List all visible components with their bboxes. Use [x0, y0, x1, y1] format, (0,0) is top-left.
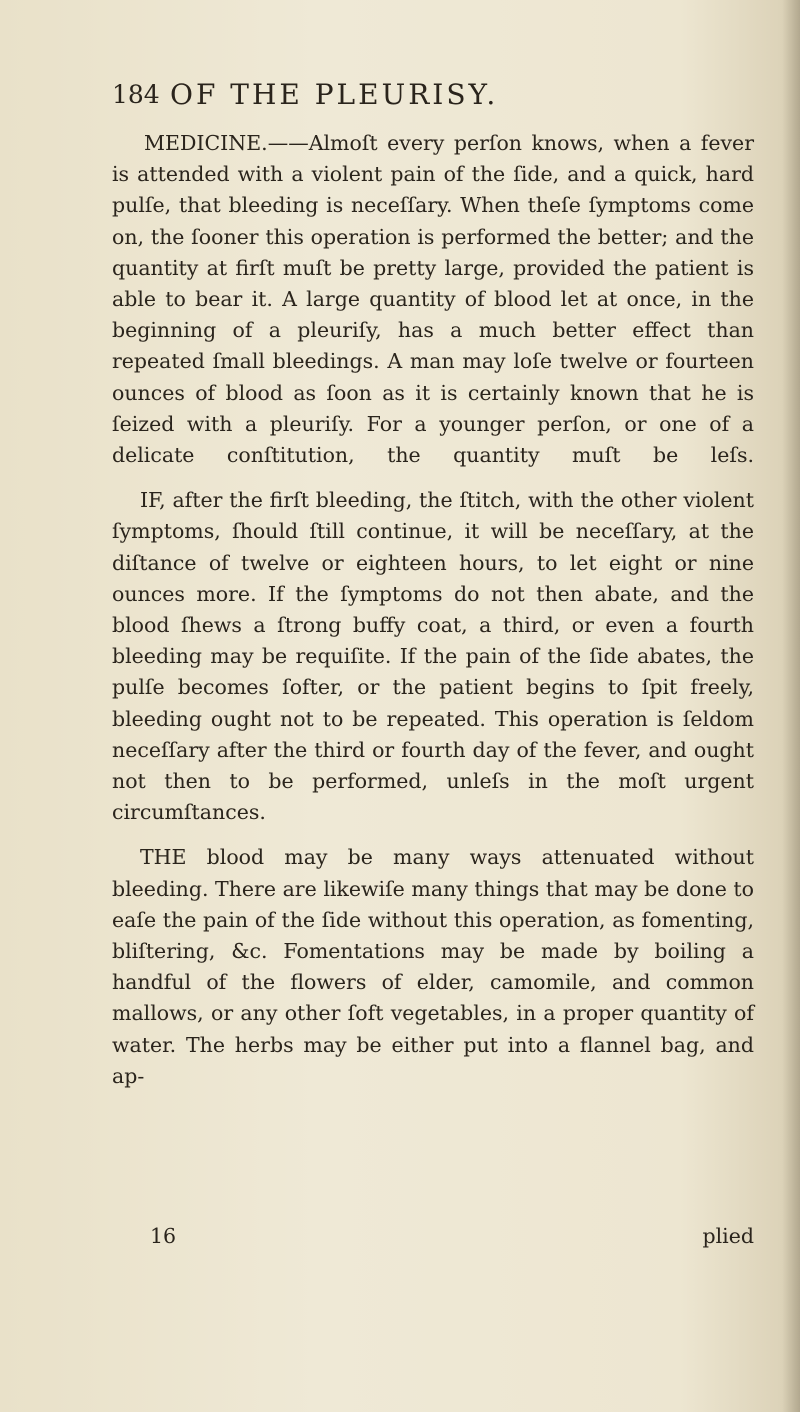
running-title: OF THE PLEURISY.: [170, 78, 499, 111]
catchword: plied: [702, 1224, 754, 1248]
page-footer: [112, 1224, 754, 1258]
page-number: 184: [112, 80, 160, 109]
page-header: [112, 78, 692, 118]
paragraph-attenuation: THE blood may be many ways attenuated without bleeding. There are likewiſe many things that may be done to eaſe the pain of the ſide without this operation, as fomenting, bliſtering, &c. Fomentations may be made by boiling a handful of the flowers of elder, camomile, and common mallows, or any other ſoft vegetables, in a proper quantity of water. The herbs may be either put into a flannel bag, and ap-: [112, 845, 754, 1088]
paragraph-medicine: MEDICINE.——Almoſt every perſon knows, when a fever is attended with a violent pain of the ſide, and a quick, hard pulſe, that bleeding is neceſſary. When theſe ſymptoms come on, the ſooner this operation is performed the better; and the quantity at firſt muſt be pretty large, provided the patient is able to bear it. A large quantity of blood let at once, in the beginning of a pleuriſy, has a much better effect than repeated ſmall bleedings. A man may loſe twelve or fourteen ounces of blood as ſoon as it is certainly known that he is ſeized with a pleuriſy. For a younger perſon, or one of a delicate conſtitution, the quantity muſt be leſs.: [112, 131, 754, 468]
page-edge-shadow: [782, 0, 800, 1412]
paragraph-repeat-bleeding: IF, after the firſt bleeding, the ſtitch, with the other violent ſymptoms, ſhould ſtill continue, it will be neceſſary, at the diſtance of twelve or eighteen hours, to let eight or nine ounces more. If the ſymptoms do not then abate, and the blood ſhews a ſtrong buffy coat, a third, or even a fourth bleeding may be requiſite. If the pain of the ſide abates, the pulſe becomes ſofter, or the patient begins to ſpit freely, bleeding ought not to be repeated. This operation is ſeldom neceſſary after the third or fourth day of the fever, and ought not then to be performed, unleſs in the moſt urgent circumſtances.: [112, 488, 754, 825]
body-text: [112, 128, 754, 1092]
signature-mark: 16: [150, 1224, 177, 1248]
